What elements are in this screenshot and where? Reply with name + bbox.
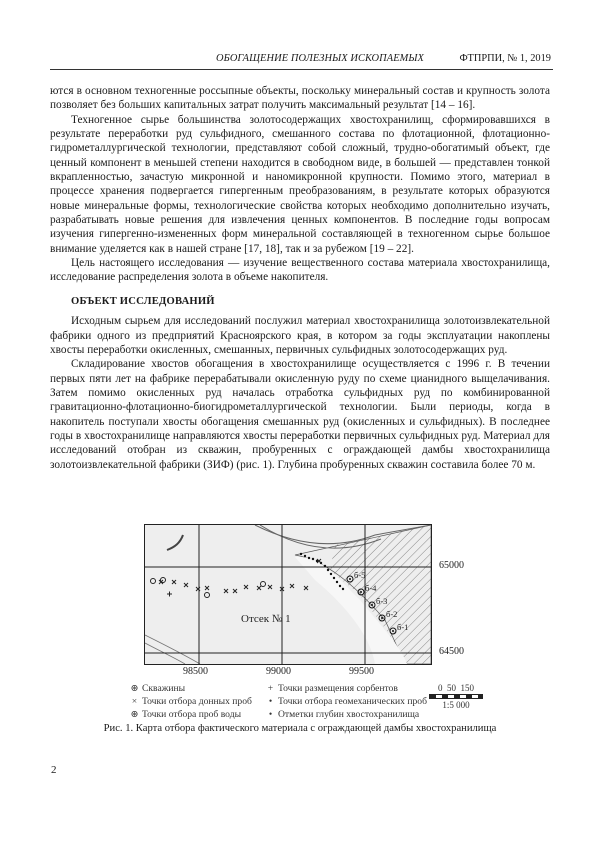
journal-section-title: ОБОГАЩЕНИЕ ПОЛЕЗНЫХ ИСКОПАЕМЫХ (216, 53, 425, 64)
legend-label: Точки размещения сорбентов (278, 683, 398, 694)
compartment-label: Отсек № 1 (241, 613, 291, 625)
borehole-label: б-5 (354, 570, 366, 580)
y-tick: 64500 (439, 646, 464, 657)
x-tick: 99500 (349, 666, 374, 677)
paragraph: Техногенное сырье большинства золотосодержащих хвостохранилищ, сформировавшихся в результате переработки руд сульфидного, смешанного состава по флотационной, флотационно-гидрометаллургической технологии, представляют собой сложный, трудно-обогатимый объект, где ценный компонент в меньшей степени находится в свободном виде, в большей — представлен тонкой вкрапленностью, зачастую микронной и наномикронной крупности. Помимо этого, материал в процессе хранения подвергается гипергенным преобразованиям, в результате которых образуются новые минеральные формы, технологические свойства которых необходимо дополнительно изучать, разрабатывать новые решения для извлечения ценных компонентов. В последние годы вопросам изучения гипергенно-измененных форм минеральной составляющей в техногенном сырье большое внимание уделяется как в нашей стране [17, 18], так и за рубежом [19 – 22]. (50, 113, 550, 255)
paragraph: Складирование хвостов обогащения в хвостохранилище осуществляется с 1996 г. В течении первых пяти лет на фабрике перерабатывали окисленную руду по схеме цианидного выщелачивания. Затем помимо окисленных руд началась отработка сульфидных руд по комбинированной гравитационно-флотационно-биогидрометаллургической технологии. Были периоды, когда в накопитель поступали хвосты обогащения смешанных руд (окисленных и сульфидных). В последнее годы в хвостохранилище направляются хвосты переработки первичных сульфидных руд. Материал для исследований отобран из скважин, пробуренных с ограждающей дамбы хвостохранилища золотоизвлекательной фабрики (ЗИФ) (рис. 1). Глубина пробуренных скважин составила более 70 м. (50, 358, 550, 471)
scale-ticks: 0 50 150 (438, 683, 474, 693)
legend-label: Точки отбора донных проб (142, 696, 252, 707)
figure-map (144, 524, 464, 677)
paragraph: ются в основном техногенные россыпные объекты, поскольку минеральный состав и крупность золота позволяет без больших капитальных затрат получить максимальный результат [14 – 16]. (50, 85, 550, 112)
geomechanical-sample-icon: • (268, 696, 273, 707)
borehole-icon: ⊛ (130, 683, 139, 694)
journal-issue: ФТПРПИ, № 1, 2019 (459, 53, 551, 64)
legend-item (266, 683, 398, 694)
paragraph: Цель настоящего исследования — изучение вещественного состава материала хвостохранилища, исследование распределения золота в объеме накопителя. (50, 257, 550, 284)
legend-label: Отметки глубин хвостохранилища (278, 709, 420, 720)
sorbent-point-icon: + (267, 683, 274, 694)
article-body (50, 84, 550, 472)
legend-label: Точки отбора проб воды (142, 709, 242, 720)
borehole-label: б-3 (376, 596, 388, 606)
borehole-label: б-2 (386, 609, 398, 619)
legend-label: Точки отбора геомеханических проб (278, 696, 427, 707)
legend-item (130, 696, 252, 707)
paragraph: Исходным сырьем для исследований послужил материал хвостохранилища золотоизвлекательной фабрики одного из предприятий Красноярского края, в котором за годы эксплуатации накоплены хвосты переработки окисленных, смешанных, первичных сульфидных золотосодержащих руд. (50, 315, 550, 356)
legend-item (266, 696, 427, 707)
depth-mark-icon: • (268, 709, 273, 720)
legend-item (130, 709, 241, 720)
borehole-label: б-4 (365, 583, 377, 593)
scale-ratio: 1:5 000 (442, 700, 470, 710)
y-tick: 65000 (439, 560, 464, 571)
legend-item (130, 683, 185, 694)
tailings-map-graphic (145, 525, 431, 664)
map-image (144, 524, 432, 665)
x-tick: 98500 (183, 666, 208, 677)
page-number: 2 (51, 764, 57, 776)
scale-bar-graphic (429, 694, 483, 699)
scale-bar (426, 683, 486, 710)
figure-caption: Рис. 1. Карта отбора фактического материала с ограждающей дамбы хвостохранилища (103, 723, 497, 734)
borehole-label: б-1 (397, 622, 409, 632)
bottom-sample-icon: × (131, 696, 138, 707)
x-tick: 99000 (266, 666, 291, 677)
section-heading: ОБЪЕКТ ИССЛЕДОВАНИЙ (71, 295, 215, 307)
water-sample-icon: ⊛ (130, 709, 139, 720)
running-header (50, 51, 553, 70)
legend-item (266, 709, 419, 720)
legend-label: Скважины (142, 683, 186, 694)
